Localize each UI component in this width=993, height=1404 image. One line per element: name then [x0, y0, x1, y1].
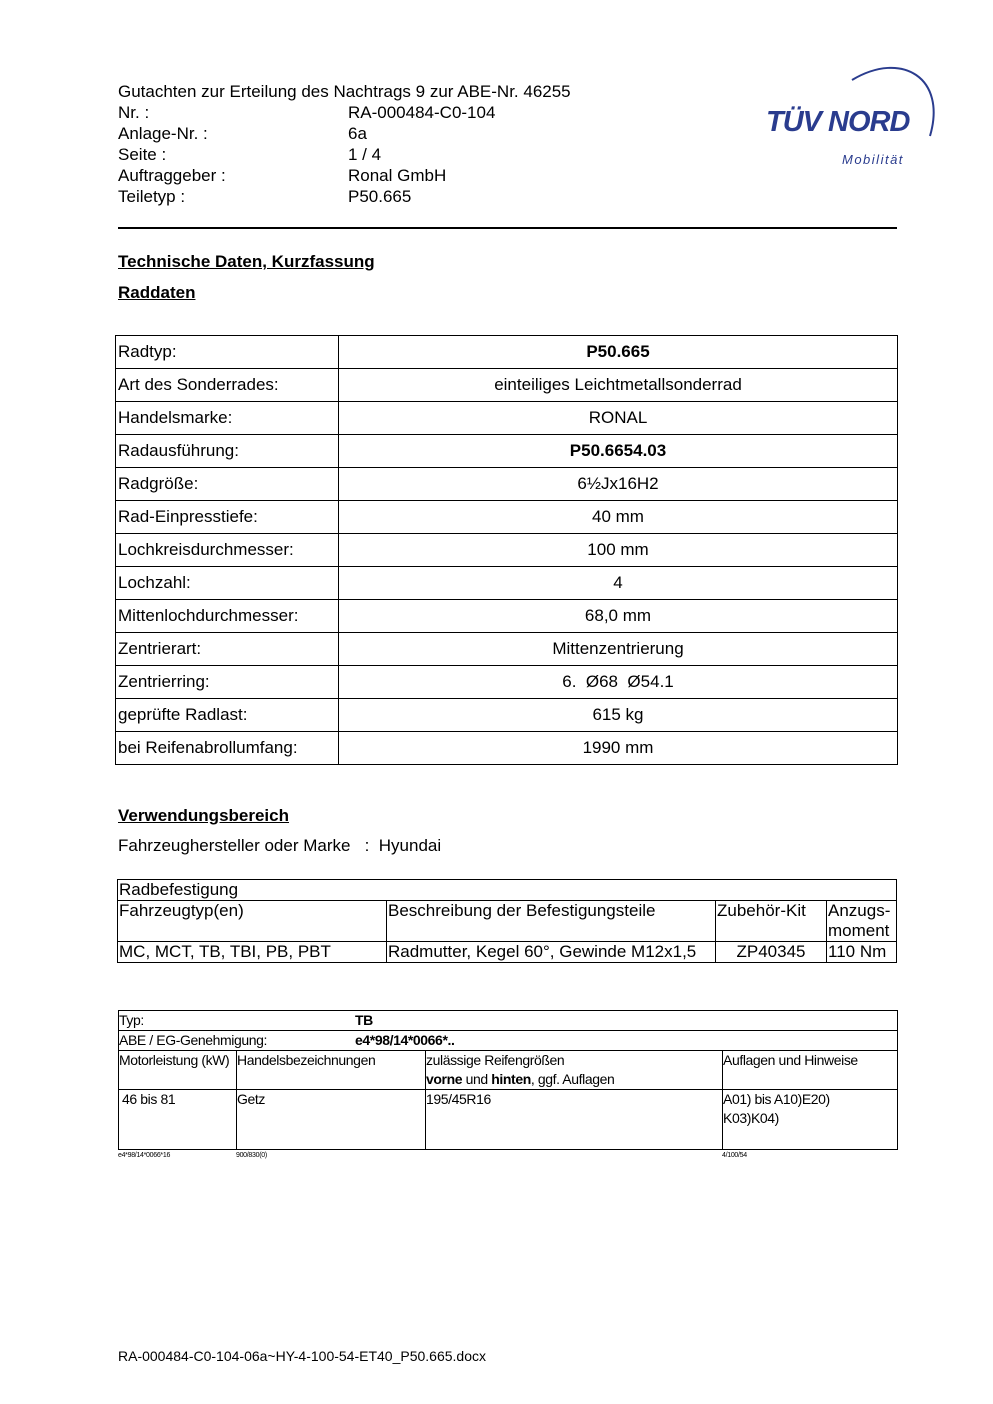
- header-label: Teiletyp :: [118, 187, 186, 206]
- header-row-anlage: [118, 123, 571, 144]
- raddaten-value: 6½Jx16H2: [339, 468, 898, 501]
- raddaten-value: 40 mm: [339, 501, 898, 534]
- fahrzeughersteller: Fahrzeughersteller oder Marke : Hyundai: [118, 836, 442, 855]
- raddaten-label: Zentrierring:: [116, 666, 339, 699]
- column-header-sub: [426, 1070, 722, 1089]
- header-value: RA-000484-C0-104: [348, 103, 496, 122]
- raddaten-label: Lochkreisdurchmesser:: [116, 534, 339, 567]
- header-label: Seite :: [118, 145, 167, 164]
- raddaten-value: 615 kg: [339, 699, 898, 732]
- raddaten-value: 100 mm: [339, 534, 898, 567]
- table-row: [119, 1051, 898, 1090]
- section-heading-verwendung: Verwendungsbereich: [118, 806, 289, 825]
- raddaten-value: 1990 mm: [339, 732, 898, 765]
- typ-row: [119, 1011, 898, 1031]
- table-row: [116, 567, 898, 600]
- table-cell-auflagen: [723, 1090, 898, 1150]
- footer-filename: RA-000484-C0-104-06a~HY-4-100-54-ET40_P50.665.docx: [118, 1348, 486, 1364]
- table-row: [116, 534, 898, 567]
- logo-subtitle: Mobilität: [842, 152, 904, 167]
- raddaten-table: [115, 335, 898, 765]
- typ-value: TB: [355, 1012, 373, 1028]
- raddaten-label: Lochzahl:: [116, 567, 339, 600]
- typ-label: Typ:: [119, 1012, 144, 1028]
- table-row: [116, 600, 898, 633]
- raddaten-label: bei Reifenabrollumfang:: [116, 732, 339, 765]
- header-value: Ronal GmbH: [348, 166, 447, 185]
- section-heading-tech: Technische Daten, Kurzfassung: [118, 252, 375, 271]
- radbefestigung-table: [117, 879, 897, 963]
- table-row: [116, 468, 898, 501]
- raddaten-label: Rad-Einpresstiefe:: [116, 501, 339, 534]
- header-label: Nr. :: [118, 103, 150, 122]
- column-header: Beschreibung der Befestigungsteile: [387, 901, 716, 942]
- header-row-seite: [118, 144, 571, 165]
- table-row: [119, 1011, 898, 1031]
- document-header: [118, 81, 571, 207]
- header-divider: [118, 227, 897, 229]
- raddaten-value: einteiliges Leichtmetallsonderrad: [339, 369, 898, 402]
- table-row: [119, 1031, 898, 1051]
- table-row: [116, 336, 898, 369]
- raddaten-value: 68,0 mm: [339, 600, 898, 633]
- header-value: P50.665: [348, 187, 412, 206]
- raddaten-value: P50.6654.03: [339, 435, 898, 468]
- header-label: Auftraggeber :: [118, 166, 226, 185]
- auflagen-suffix: , ggf. Auflagen: [530, 1071, 615, 1087]
- table-row: [116, 369, 898, 402]
- section-heading-raddaten: Raddaten: [118, 283, 196, 302]
- table-cell: 110 Nm: [827, 942, 897, 963]
- auflagen-line: K03)K04): [723, 1110, 779, 1126]
- auflagen-line: A01) bis A10)E20): [723, 1091, 830, 1107]
- raddaten-label: Mittenlochdurchmesser:: [116, 600, 339, 633]
- column-header: zulässige Reifengrößen: [426, 1052, 565, 1068]
- header-value: 1 / 4: [348, 145, 382, 164]
- und-label: und: [462, 1071, 492, 1087]
- column-header: Anzugs-moment: [827, 901, 897, 942]
- header-label: Anlage-Nr. :: [118, 124, 208, 143]
- abe-label: ABE / EG-Genehmigung:: [119, 1032, 268, 1048]
- raddaten-value: P50.665: [339, 336, 898, 369]
- table-row: [116, 666, 898, 699]
- table-row: [116, 732, 898, 765]
- abe-row: [119, 1031, 898, 1051]
- column-header: Auflagen und Hinweise: [723, 1051, 898, 1090]
- raddaten-label: Handelsmarke:: [116, 402, 339, 435]
- radbefestigung-title: Radbefestigung: [118, 880, 897, 901]
- column-header: Zubehör-Kit: [716, 901, 827, 942]
- table-cell: Getz: [237, 1090, 426, 1150]
- raddaten-value: Mittenzentrierung: [339, 633, 898, 666]
- header-value: 6a: [348, 124, 367, 143]
- column-header: Motorleistung (kW): [119, 1051, 237, 1090]
- table-row: [118, 942, 897, 963]
- raddaten-value: RONAL: [339, 402, 898, 435]
- header-row-teiletyp: [118, 186, 571, 207]
- table-row: [116, 402, 898, 435]
- table-cell: 46 bis 81: [119, 1090, 237, 1150]
- raddaten-value: 6. Ø68 Ø54.1: [339, 666, 898, 699]
- logo-brand: TÜV NORD: [766, 106, 910, 138]
- header-row-nr: [118, 102, 571, 123]
- column-header-reifen: [426, 1051, 723, 1090]
- table-row: [118, 880, 897, 901]
- vorne-label: vorne: [426, 1071, 463, 1087]
- footnote: 900/830(0): [236, 1152, 267, 1159]
- raddaten-label: Radausführung:: [116, 435, 339, 468]
- table-row: [118, 901, 897, 942]
- header-row-auftraggeber: [118, 165, 571, 186]
- column-header: Handelsbezeichnungen: [237, 1051, 426, 1090]
- table-cell: 195/45R16: [426, 1090, 723, 1150]
- raddaten-label: Art des Sonderrades:: [116, 369, 339, 402]
- table-cell: ZP40345: [716, 942, 827, 963]
- typ-table: [118, 1010, 898, 1150]
- table-cell: Radmutter, Kegel 60°, Gewinde M12x1,5: [387, 942, 716, 963]
- table-row: [119, 1090, 898, 1150]
- raddaten-label: Radtyp:: [116, 336, 339, 369]
- hinten-label: hinten: [491, 1071, 531, 1087]
- column-header: Fahrzeugtyp(en): [118, 901, 387, 942]
- raddaten-label: Radgröße:: [116, 468, 339, 501]
- header-title: Gutachten zur Erteilung des Nachtrags 9 zur ABE-Nr. 46255: [118, 82, 571, 101]
- raddaten-value: 4: [339, 567, 898, 600]
- table-row: [116, 699, 898, 732]
- table-row: [116, 501, 898, 534]
- footnote: 4/100/54: [722, 1152, 747, 1159]
- table-cell: MC, MCT, TB, TBI, PB, PBT: [118, 942, 387, 963]
- footnote: e4*98/14*0066*16: [118, 1152, 171, 1159]
- table-row: [116, 633, 898, 666]
- abe-value: e4*98/14*0066*..: [355, 1032, 455, 1048]
- tuv-nord-logo: [762, 58, 942, 173]
- raddaten-label: geprüfte Radlast:: [116, 699, 339, 732]
- table-row: [116, 435, 898, 468]
- raddaten-label: Zentrierart:: [116, 633, 339, 666]
